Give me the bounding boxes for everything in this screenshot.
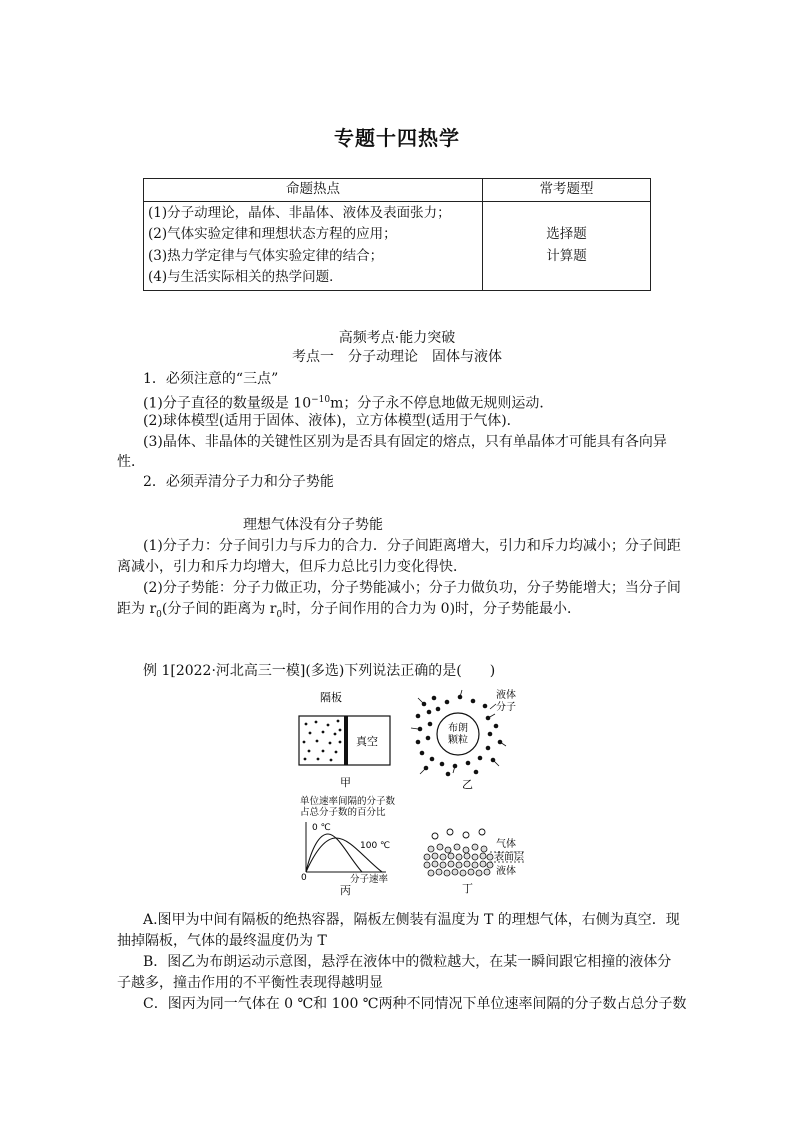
text-span: 距为 r [117, 601, 157, 617]
fig-yi-caption: 乙 [462, 778, 473, 791]
option-c: C．图丙为同一气体在 0 ℃和 100 ℃两种不同情况下单位速率间隔的分子数占总分子数 [143, 996, 687, 1012]
superscript: −10 [311, 395, 331, 405]
figure-bing [300, 795, 396, 897]
fig-jia-caption: 甲 [340, 776, 351, 789]
figure-ding [424, 829, 524, 895]
fig-jia-label-vacuum: 真空 [356, 735, 378, 748]
fig-yi-label: 分子 [496, 702, 516, 713]
text-line: (2)球体模型(适用于固体、液体)，立方体模型(适用于气体)． [143, 413, 521, 429]
fig-bing-curve-label: 0 ℃ [312, 823, 331, 833]
type-cell [483, 201, 651, 290]
option-b-cont: 子越多，撞击作用的不平衡性表现得越明显 [117, 975, 383, 991]
text-line: 1．必须注意的“三点” [143, 371, 279, 387]
fig-jia-label-partition: 隔板 [320, 691, 342, 704]
text-line: 2．必须弄清分子力和分子势能 [143, 474, 334, 490]
type-item: 选择题 [546, 226, 587, 242]
table-row [144, 201, 651, 290]
fig-bing-ylabel: 占总分子数的百分比 [300, 807, 386, 818]
hotspot-cell [144, 201, 483, 290]
fig-bing-ylabel: 单位速率间隔的分子数 [300, 796, 396, 807]
brownian-particle [437, 713, 479, 755]
page-title: 专题十四热学 [334, 126, 460, 150]
table-header: 常考题型 [483, 179, 651, 202]
text-line: (3)晶体、非晶体的关键性区别为是否具有固定的熔点，只有单晶体才可能具有各向异 [143, 434, 667, 450]
hotspot-item: (2)气体实验定律和理想状态方程的应用； [148, 226, 397, 242]
hotspot-item: (1)分子动理论，晶体、非晶体、液体及表面张力； [148, 204, 451, 221]
fig-yi-label: 颗粒 [448, 735, 468, 746]
note-line: 理想气体没有分子势能 [243, 517, 383, 533]
option-a-cont: 抽掉隔板，气体的最终温度仍为 T [117, 933, 327, 949]
fig-ding-caption: 丁 [462, 882, 473, 895]
example-stem: 例 1[2022·河北高三一模](多选)下列说法正确的是( ) [143, 663, 496, 679]
curve-0c [306, 834, 362, 872]
text-span: (分子间的距离为 r [161, 601, 277, 617]
text-line: 离减小，引力和斥力均增大，但斥力总比引力变化得快． [117, 559, 467, 575]
text-span: (1)分子直径的数量级是 10 [143, 395, 312, 412]
text-span: 时，分子间作用的合力为 0)时，分子势能最小． [282, 601, 582, 617]
text-line: (1)分子力：分子间引力与斥力的合力．分子间距离增大，引力和斥力均减小；分子间距 [143, 538, 681, 554]
section-heading: 高频考点·能力突破 [338, 330, 456, 346]
fig-yi-label: 液体 [496, 690, 516, 701]
subscript: 0 [156, 609, 162, 620]
hotspot-item: (3)热力学定律与气体实验定律的结合； [148, 247, 384, 264]
fig-bing-origin: 0 [301, 873, 307, 883]
example-figures [290, 686, 530, 900]
topic-table [143, 178, 651, 291]
fig-bing-caption: 丙 [340, 884, 351, 897]
liquid-layer [424, 844, 493, 876]
fig-yi-label: 布朗 [448, 723, 468, 734]
subscript: 0 [276, 609, 283, 620]
hotspot-item: (4)与生活实际相关的热学问题． [148, 269, 343, 285]
type-item: 计算题 [546, 247, 587, 264]
text-span: m；分子永不停息地做无规则运动． [330, 395, 554, 412]
figure-jia [299, 690, 390, 789]
gas-layer [432, 829, 485, 839]
text-line: (2)分子势能：分子力做正功，分子势能减小；分子力做负功，分子势能增大；当分子间 [143, 580, 681, 596]
option-b: B．图乙为布朗运动示意图，悬浮在液体中的微粒越大，在某一瞬间跟它相撞的液体分 [143, 954, 672, 970]
table-header: 命题热点 [144, 179, 483, 202]
option-a: A.图甲为中间有隔板的绝热容器，隔板左侧装有温度为 T 的理想气体，右侧为真空．现 [143, 912, 680, 928]
text-line: 性． [117, 454, 145, 470]
gas-molecules [303, 720, 342, 762]
figure-yi [411, 688, 516, 791]
fig-ding-label: 液体 [496, 866, 516, 877]
fig-ding-label: 气体 [496, 839, 516, 850]
fig-bing-curve-label: 100 ℃ [360, 841, 391, 851]
fig-ding-label: 表面层 [494, 852, 524, 863]
partition [344, 716, 348, 765]
table-header-row [144, 179, 651, 202]
text-line [117, 599, 682, 626]
fig-bing-xlabel: 分子速率 [350, 874, 389, 885]
section-subheading: 考点一 分子动理论 固体与液体 [292, 349, 502, 365]
